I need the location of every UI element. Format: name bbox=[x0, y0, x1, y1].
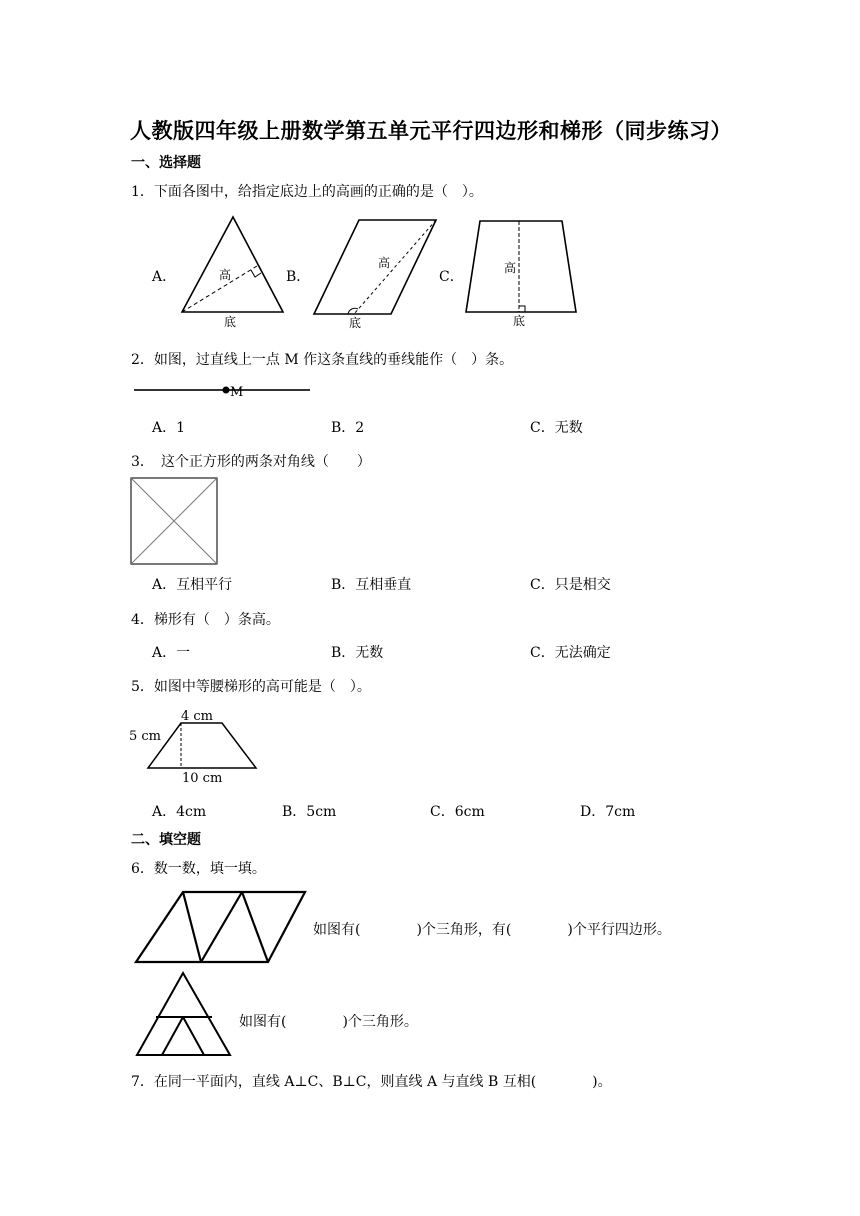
q1-option-c[interactable]: C． bbox=[439, 269, 464, 285]
q5-option-c[interactable]: C．6cm bbox=[430, 804, 485, 820]
q4-option-b[interactable]: B．无数 bbox=[331, 645, 384, 661]
q2-option-a[interactable]: A．1 bbox=[152, 420, 186, 436]
q1a-base-label: 底 bbox=[224, 315, 237, 329]
q6-triangle-figure bbox=[135, 970, 235, 1060]
question-2-text: 2．如图，过直线上一点 M 作这条直线的垂线能作（ ）条。 bbox=[131, 352, 514, 368]
q5-bottom-label: 10 cm bbox=[182, 771, 223, 786]
page-title: 人教版四年级上册数学第五单元平行四边形和梯形（同步练习） bbox=[130, 119, 732, 143]
question-5-text: 5．如图中等腰梯形的高可能是（ ）。 bbox=[131, 679, 371, 695]
q4-option-c[interactable]: C．无法确定 bbox=[530, 645, 611, 661]
q1-figure-b-parallelogram bbox=[312, 215, 442, 330]
q5-option-d[interactable]: D．7cm bbox=[580, 804, 636, 820]
q5-side-label: 5 cm bbox=[129, 729, 162, 744]
q2-option-c[interactable]: C．无数 bbox=[530, 420, 583, 436]
q3-option-b[interactable]: B．互相垂直 bbox=[331, 577, 412, 593]
question-4-text: 4．梯形有（ ）条高。 bbox=[131, 612, 280, 628]
q6-line-2: 如图有( )个三角形。 bbox=[239, 1014, 418, 1030]
section-heading-choice: 一、选择题 bbox=[131, 155, 201, 171]
q2-option-b[interactable]: B．2 bbox=[331, 420, 365, 436]
q2-line-with-point bbox=[134, 383, 314, 399]
q1b-height-label: 高 bbox=[378, 256, 391, 270]
q3-square-with-diagonals bbox=[130, 477, 220, 567]
q1-option-a[interactable]: A． bbox=[152, 269, 177, 285]
question-7-text: 7．在同一平面内，直线 A⊥C、B⊥C，则直线 A 与直线 B 互相( )。 bbox=[131, 1074, 612, 1090]
question-1-text: 1．下面各图中，给指定底边上的高画的正确的是（ ）。 bbox=[131, 184, 483, 200]
q1b-base-label: 底 bbox=[349, 316, 362, 330]
q1-option-b[interactable]: B． bbox=[286, 269, 311, 285]
q4-option-a[interactable]: A．一 bbox=[152, 645, 191, 661]
q1-figure-c-trapezoid bbox=[464, 215, 584, 330]
q6-line-1: 如图有( )个三角形，有( )个平行四边形。 bbox=[313, 922, 671, 938]
q1-figure-a-triangle bbox=[178, 215, 288, 330]
q6-parallelogram-figure bbox=[134, 888, 309, 966]
question-6-text: 6．数一数，填一填。 bbox=[131, 861, 266, 877]
q3-option-a[interactable]: A．互相平行 bbox=[152, 577, 233, 593]
q2-point-label: M bbox=[230, 385, 244, 400]
section-heading-fill: 二、填空题 bbox=[131, 832, 201, 848]
q1c-base-label: 底 bbox=[513, 314, 526, 328]
q1a-height-label: 高 bbox=[219, 268, 232, 282]
q1c-height-label: 高 bbox=[504, 261, 517, 275]
question-3-text: 3． 这个正方形的两条对角线（ ） bbox=[131, 454, 371, 470]
q5-top-label: 4 cm bbox=[181, 709, 214, 724]
q5-option-a[interactable]: A．4cm bbox=[152, 804, 207, 820]
q5-isosceles-trapezoid bbox=[128, 706, 268, 786]
q3-option-c[interactable]: C．只是相交 bbox=[530, 577, 611, 593]
q5-option-b[interactable]: B．5cm bbox=[282, 804, 337, 820]
